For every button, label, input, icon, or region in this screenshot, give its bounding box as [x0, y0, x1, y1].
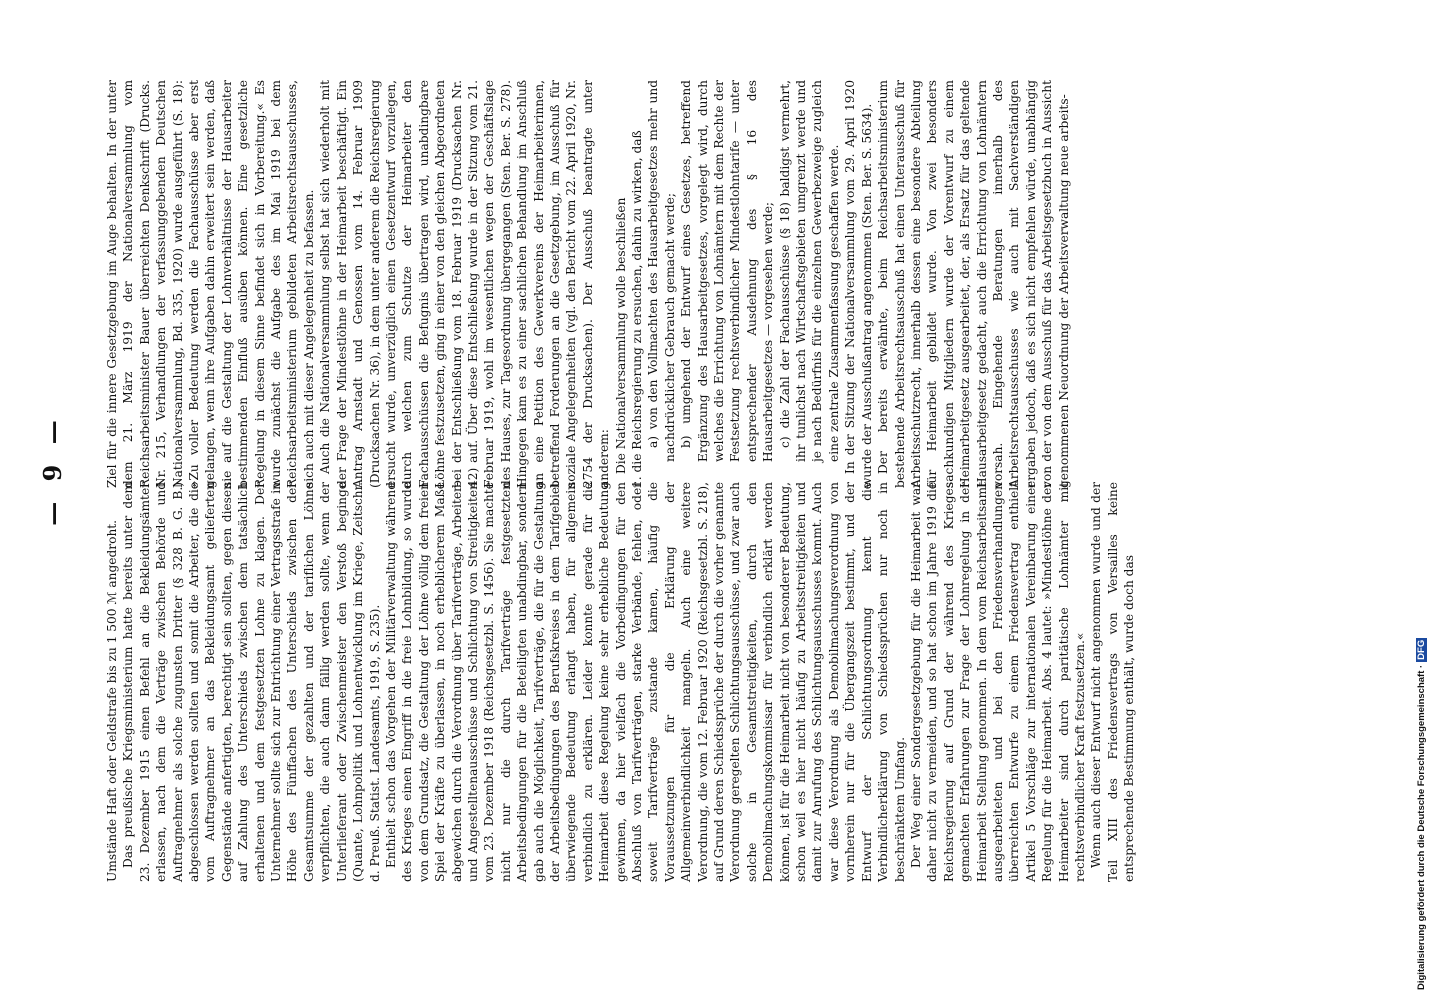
resolution-item-c — [777, 80, 843, 488]
item-a-text: von den Vollmachten des Hausarbeitgesetzes mehr und nachdrücklicher Gebrauch gemacht werde; — [646, 80, 677, 462]
page-number: — 9 — — [38, 414, 67, 526]
item-b-label: b) — [679, 435, 694, 448]
right-column — [104, 80, 1071, 488]
item-b-text: umgehend der Entwurf eines Gesetzes, betreffend Ergänzung des Hausarbeitgesetzes, vorgelegt wird, durch welches die Errichtung von Lohnämtern mit dem Rechte der Festsetzung rechtsverbindlicher Mindestlohntarife — unter entsprechender Ausdehnung des § 16 des Hausarbeitgesetzes — vorgesehen werde; — [679, 80, 776, 462]
right-paragraph-5: Der bereits erwähnte, beim Reichsarbeitsministerium bestehende Arbeitsrechtsausschuß hat einen Unterausschuß für Arbeitsschutzrecht, innerhalb dessen eine besondere Abteilung für Heimarbeit gebildet wurde. Von zwei besonders sachkundigen Mitgliedern wurde der Vorentwurf zu einem Heimarbeitgesetz ausgearbeitet, der, als Ersatz für das geltende Hausarbeitgesetz gedacht, auch die Errichtung von Lohnämtern vorsah. Eingehende Beratungen innerhalb des Arbeitsrechtsausschusses wie auch mit Sachverständigen ergaben jedoch, daß es sich nicht empfehlen würde, unabhängig von der von dem Ausschuß für das Arbeitsgesetzbuch in Aussicht genommenen Neuordnung der Arbeitsverwaltung neue arbeits- — [876, 80, 1071, 488]
right-paragraph-1: Ziel für die innere Gesetzgebung im Auge behalten. In der unter dem 21. März 1919 der Nationalversammlung vom Reichsarbeitsminister Bauer überreichten Denkschrift (Drucks. Nr. 215, Verhandlungen der verfassunggebenden Deutschen Nationalversammlung, Bd. 335, 1920) wurde ausgeführt (S. 18): »Zu voller Bedeutung werden die Fachausschüsse aber erst gelangen, wenn ihre Aufgaben dahin erweitert sein werden, daß sie auf die Gestaltung der Lohnverhältnisse der Hausarbeiter bestimmenden Einfluß ausüben können. Eine gesetzliche Regelung in diesem Sinne befindet sich in Vorbereitung.« Es wurde zunächst die Aufgabe des im Mai 1919 bei dem Reichsarbeitsministerium gebildeten Arbeitsrechtsausschusses, sich auch mit dieser Angelegenheit zu befassen. — [105, 80, 316, 488]
left-paragraph-3: Enthielt schon das Vorgehen der Militärverwaltung während des Krieges einen Eingriff in die freie Lohnbildung, so wurde von dem Grundsatz, die Gestaltung der Löhne völlig dem freien Spiel der Kräfte zu überlassen, in noch erheblicherem Maße abgewichen durch die Verordnung über Tarifverträge, Arbeiter- und Angestelltenausschüsse und Schlichtung von Streitigkeiten vom 23. Dezember 1918 (Reichsgesetzbl. S. 1456). Sie machte nicht nur die durch Tarifverträge festgesetzten Arbeitsbedingungen für die Beteiligten unabdingbar, sondern gab auch die Möglichkeit, Tarifverträge, die für die Gestaltung der Arbeitsbedingungen des Berufskreises in dem Tarifgebiet überwiegende Bedeutung erlangt haben, für allgemein verbindlich zu erklären. Leider konnte gerade für die Heimarbeit diese Regelung keine sehr erhebliche Bedeutung gewinnen, da hier vielfach die Vorbedingungen für den Abschluß von Tarifverträgen, starke Verbände, fehlen, oder soweit Tarifverträge zustande kamen, häufig die Voraussetzungen für die Erklärung der Allgemeinverbindlichkeit mangeln. Auch eine weitere Verordnung, die vom 12. Februar 1920 (Reichsgesetzbl. S. 218), auf Grund deren Schiedssprüche der durch die vorher genannte Verordnung geregelten Schlichtungsausschüsse, und zwar auch solche in Gesamtstreitigkeiten, durch den Demobilmachungskommissar für verbindlich erklärt werden können, ist für die Heimarbeit nicht von besonderer Bedeutung, schon weil es hier nicht häufig zu Arbeitsstreitigkeiten und damit zur Anrufung des Schlichtungsausschusses kommt. Auch war diese Verordnung als Demobilmachungsverordnung von vornherein nur für die Übergangszeit bestimmt, und der Entwurf der Schlichtungsordnung kennt die Verbindlicherklärung von Schiedssprüchen nur noch in beschränktem Umfang. — [383, 482, 907, 882]
resolution-item-1: 1. die Reichsregierung zu ersuchen, dahin zu wirken, daß — [630, 130, 644, 488]
digitization-text: Digitalisierung gefördert durch die Deutsche Forschungsgemeinschaft · — [1416, 664, 1427, 990]
left-paragraph-1: Umstände Haft oder Geldstrafe bis zu 1 500 ℳ angedroht. — [105, 519, 119, 882]
left-paragraph-5: Wenn auch dieser Entwurf nicht angenommen wurde und der Teil XIII des Friedensvertrags von Versailles keine entsprechende Bestimmung enthält, wurde doch das — [1089, 482, 1137, 882]
dfg-logo: DFG — [1416, 639, 1427, 660]
item-a-label: a) — [646, 435, 661, 448]
left-column — [104, 482, 1137, 882]
left-paragraph-4: Der Weg einer Sondergesetzgebung für die Heimarbeit war daher nicht zu vermeiden, und so hat schon im Jahre 1919 die Reichsregierung auf Grund der während des Krieges gemachten Erfahrungen zur Frage der Lohnregelung in der Heimarbeit Stellung genommen. In dem vom Reichsarbeitsamt ausgearbeiteten und bei den Friedensverhandlungen überreichten Entwurfe zu einem Friedensvertrag enthielt Artikel 5 Vorschläge zur internationalen Vereinbarung einer Regelung für die Heimarbeit. Abs. 4 lautet: »Mindestlöhne der Heimarbeiter sind durch paritätische Lohnämter mit rechtsverbindlicher Kraft festzusetzen.« — [908, 482, 1087, 882]
right-paragraph-3: Die Nationalversammlung wolle beschließen — [613, 197, 628, 474]
item-c-text: die Zahl der Fachausschüsse (§ 18) baldigst vermehrt, ihr tunlichst nach Wirtschaftsgebieten umgrenzt werde und je nach Bedürfnis für die einzelnen Gewerbezweige zugleich eine zentrale Zusammenfassung geschaffen werde. — [777, 80, 841, 462]
right-paragraph-2: Auch die Nationalversammlung selbst hat sich wiederholt mit der Frage der Mindestlöhne in der Heimarbeit beschäftigt. Ein Antrag Arnstadt und Genossen vom 14. Februar 1909 (Drucksachen Nr. 36), in dem unter anderem die Reichsregierung ersucht wurde, unverzüglich einen Gesetzentwurf vorzulegen, durch welchen zum Schutze der Heimarbeiter den Fachausschüssen die Befugnis übertragen wird, unabdingbare Löhne festzusetzen, ging in einer von den gleichen Abgeordneten bei der Entschließung vom 18. Februar 1919 (Drucksachen Nr. 42) auf. Über diese Entschließung wurde in der Sitzung vom 21. Februar 1919, wohl im wesentlichen wegen der Geschäftslage des Hauses, zur Tagesordnung übergegangen (Sten. Ber. S. 278). Hingegen kam es zu einer sachlichen Behandlung im Anschluß an eine Petition des Gewerkvereins der Heimarbeiterinnen, betreffend Forderungen an die Gesetzgebung, im Ausschuß für soziale Angelegenheiten (vgl. den Bericht vom 22. April 1920, Nr. 2754 der Drucksachen). Der Ausschuß beantragte unter anderem: — [318, 80, 612, 488]
right-paragraph-4: In der Sitzung der Nationalversammlung vom 29. April 1920 wurde der Ausschußantrag angenommen (Sten. Ber. S. 5634). — [843, 80, 874, 488]
resolution-item-b — [678, 80, 776, 488]
item-c-label: c) — [777, 436, 792, 448]
resolution-item-a — [645, 80, 678, 488]
left-paragraph-2: Das preußische Kriegsministerium hatte bereits unter dem 23. Dezember 1915 einen Befehl an die Bekleidungsämter erlassen, nach dem die Verträge zwischen Behörde und Auftragnehmer als solche zugunsten Dritter (§ 328 B. G. B.) abgeschlossen werden sollten und somit die Arbeiter, die die vom Auftragnehmer an das Bekleidungsamt gelieferten Gegenstände anfertigten, berechtigt sein sollten, gegen diesen auf Zahlung des Unterschieds zwischen dem tatsächlich erhaltenen und dem festgesetzten Lohne zu klagen. Der Unternehmer sollte sich zur Entrichtung einer Vertragsstrafe in Höhe des Fünffachen des Unterschieds zwischen der Gesamtsumme der gezahlten und der tariflichen Löhne verpflichten, die auch dann fällig werden sollte, wenn der Unterlieferant oder Zwischenmeister den Verstoß beginge (Quante, Lohnpolitik und Lohnentwicklung im Kriege, Zeitschr. d. Preuß. Statist. Landesamts, 1919, S. 235). — [121, 482, 382, 882]
digitization-sidebar — [1416, 10, 1428, 990]
digitization-note — [1416, 638, 1427, 990]
